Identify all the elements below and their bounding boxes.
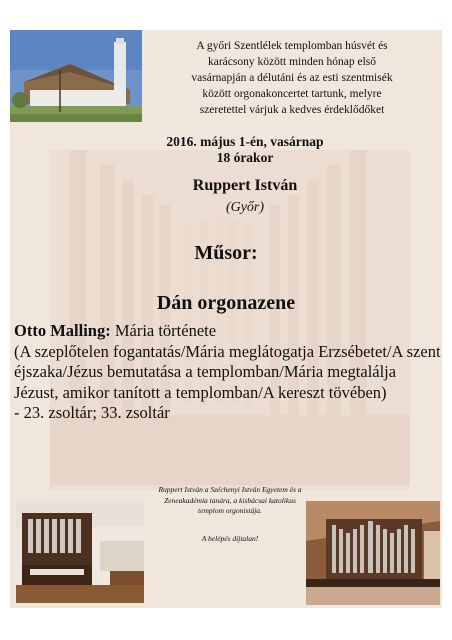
intro-line: karácsony között minden hónap első	[208, 56, 376, 68]
program-heading: Műsor:	[194, 242, 258, 264]
event-time: 18 órakor	[216, 150, 274, 165]
church-interior-organ-photo	[306, 501, 440, 605]
concert-poster	[10, 30, 442, 608]
intro-line: A győri Szentlélek templomban húsvét és	[196, 40, 388, 52]
intro-line: között orgonakoncertet tartunk, melyre	[202, 88, 382, 100]
program-main-piece	[14, 321, 442, 342]
performer-city: (Győr)	[225, 200, 265, 215]
piece-title: Mária története	[110, 321, 217, 340]
admission-note: A belépés díjtalan!	[201, 534, 259, 543]
composer-name: Otto Malling:	[14, 321, 111, 340]
intro-text	[144, 38, 440, 118]
program-subheading: Dán orgonazene	[156, 292, 296, 314]
program-details	[14, 321, 442, 424]
church-exterior-photo	[10, 30, 142, 122]
piece-movements: (A szeplőtelen fogantatás/Mária meglátogatja Erzsébetet/A szent éjszaka/Jézus bemutatása a templomban/Mária megtalálja Jézust, amikor tanított a templomban/A kereszt tövében)	[14, 341, 441, 402]
event-date: 2016. május 1-én, vasárnap	[166, 134, 324, 149]
program-extra: - 23. zsoltár; 33. zsoltár	[14, 403, 170, 422]
event-datetime	[50, 134, 440, 166]
performer-name: Ruppert István	[192, 177, 298, 194]
performer-credit: Ruppert István a Széchenyi István Egyetem és a Zeneakadémia tanára, a kisbácsai katolikus templom orgonistája.	[158, 485, 302, 515]
intro-line: szeretettel várjuk a kedves érdeklődőket	[199, 104, 385, 116]
intro-line: vasárnapján a délutáni és az esti szentmisék	[191, 72, 393, 84]
organ-console-photo	[16, 501, 144, 603]
